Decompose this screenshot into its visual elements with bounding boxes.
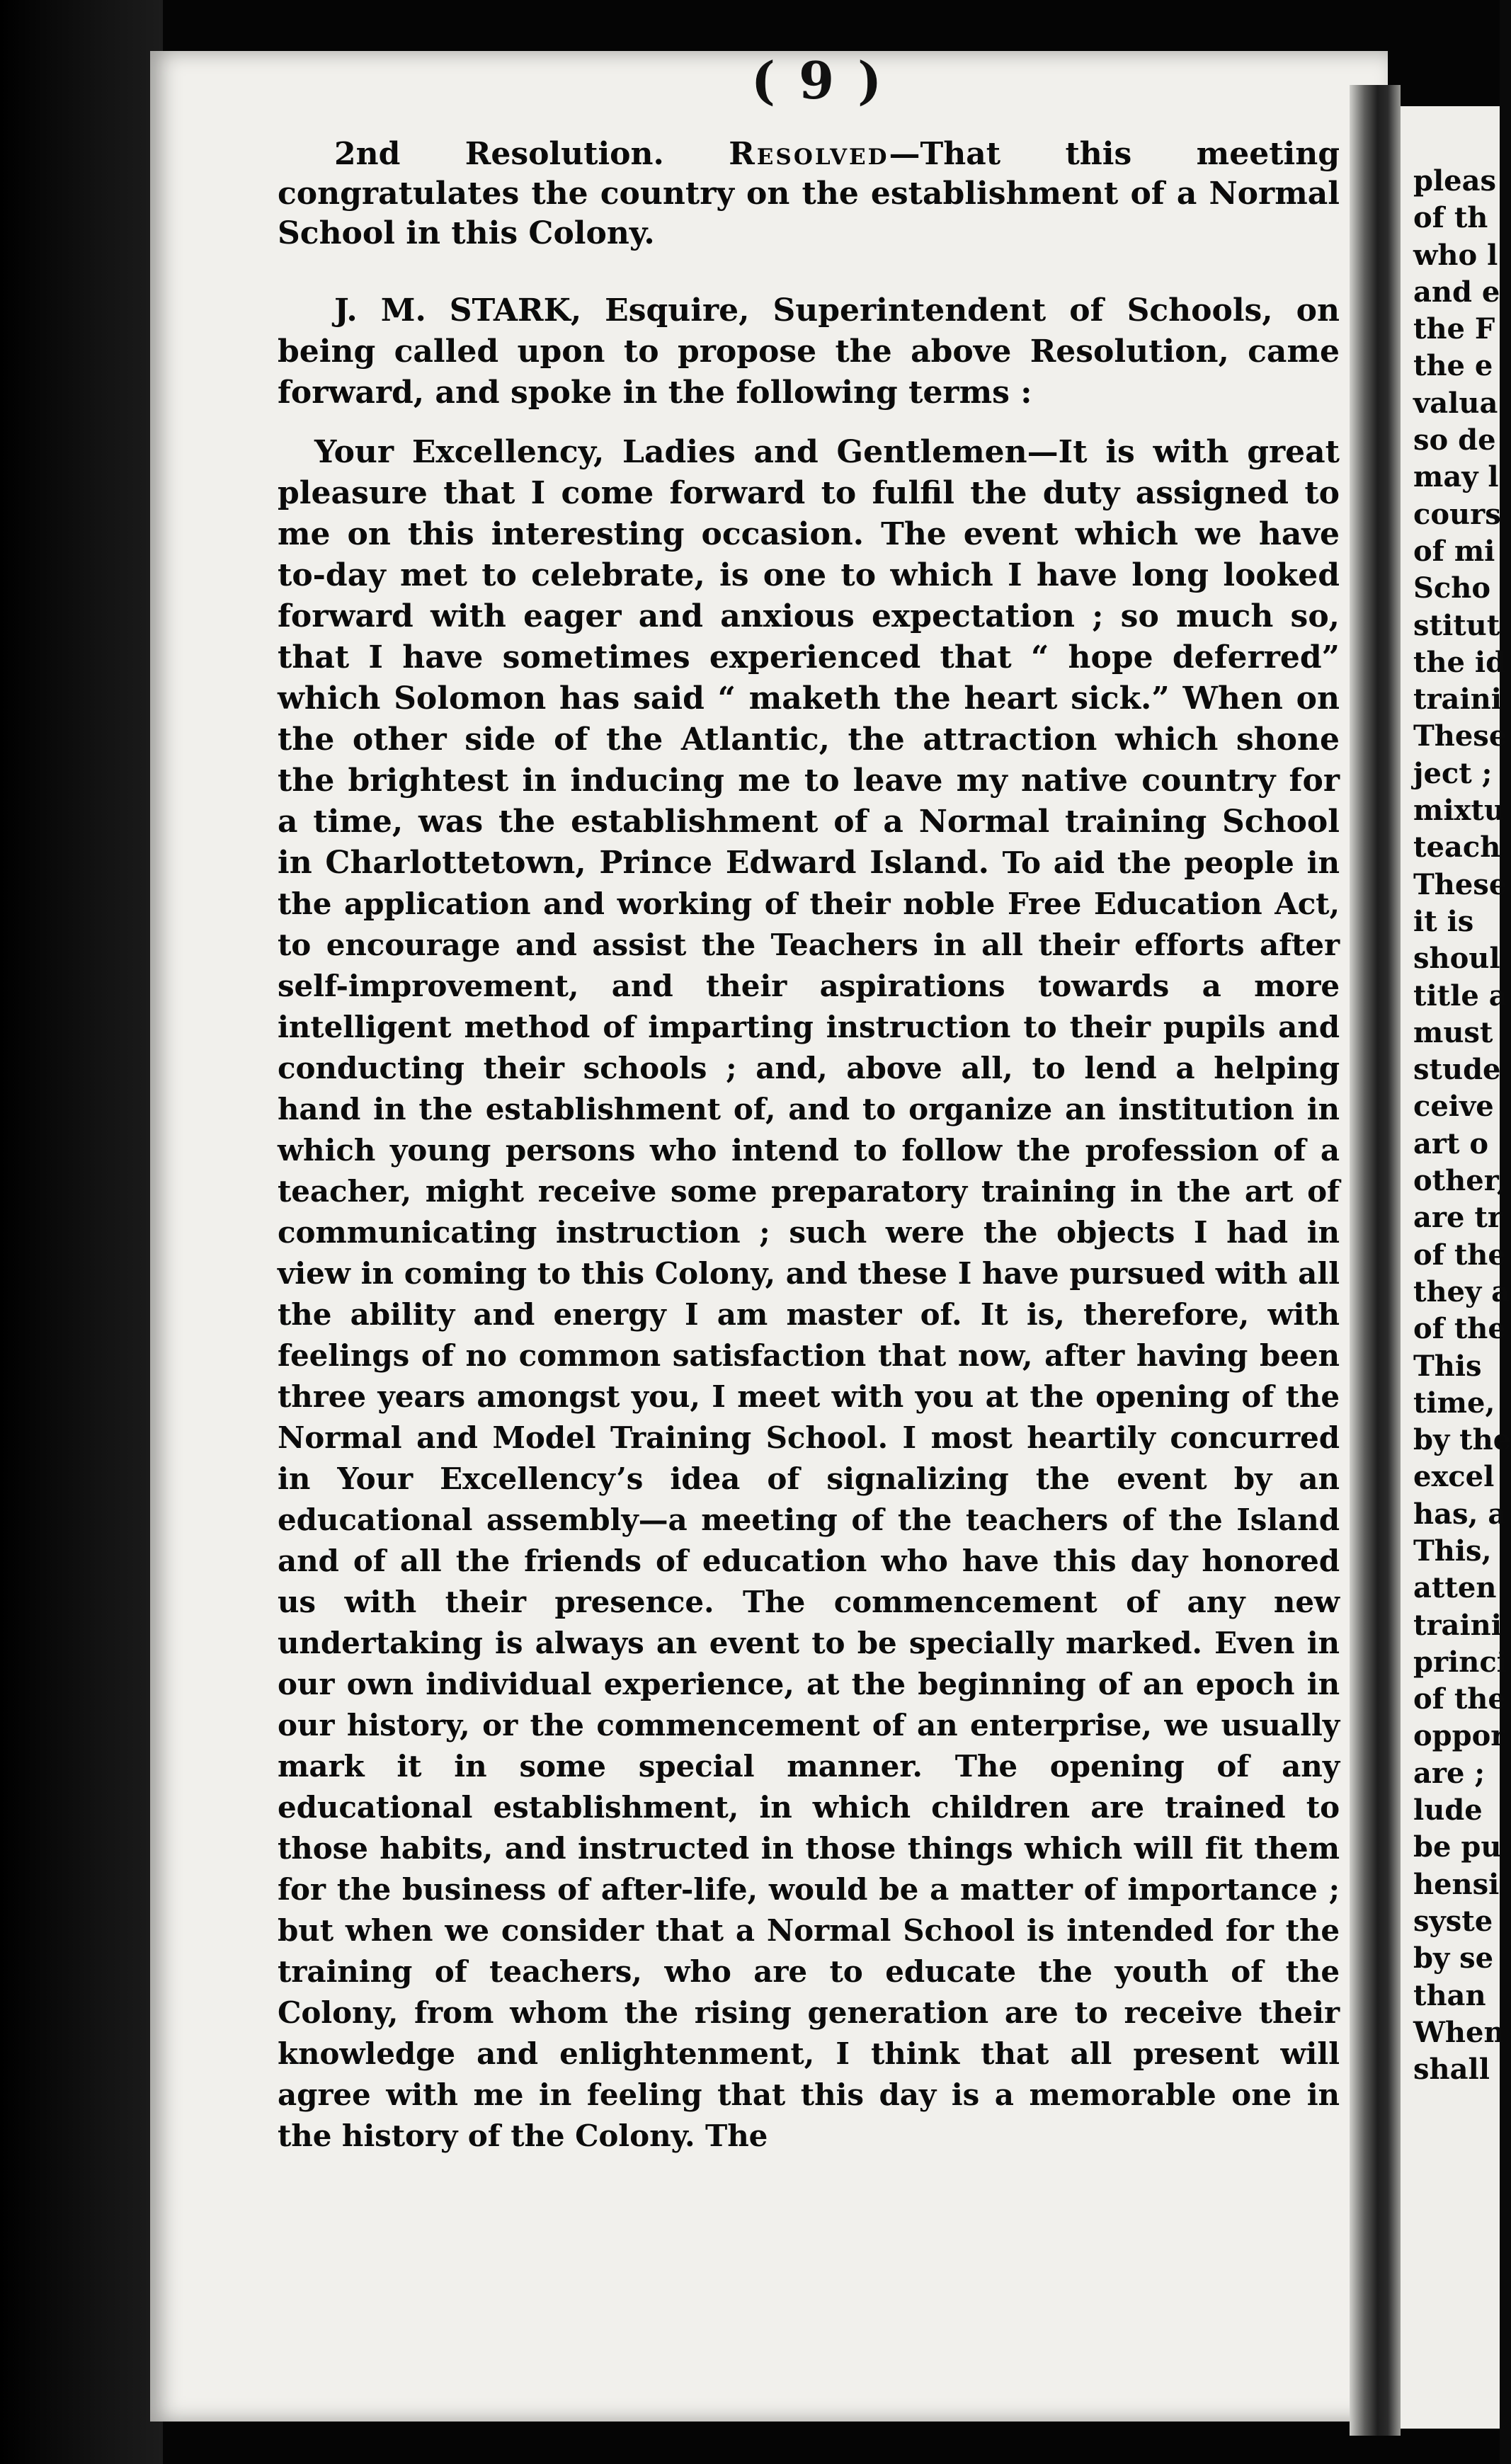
facing-page-line: oppor — [1413, 1719, 1506, 1753]
facing-page-line: lude — [1413, 1793, 1483, 1827]
facing-page-line: who l — [1413, 238, 1498, 272]
speaker-intro-paragraph — [278, 290, 1340, 413]
facing-page-line: ject ; — [1413, 756, 1493, 790]
facing-page-line: of the — [1413, 1238, 1506, 1272]
book-gutter — [1350, 85, 1401, 2436]
facing-page-line: time, — [1413, 1386, 1495, 1420]
facing-page-line: pleas — [1413, 164, 1497, 198]
facing-page-edge — [1401, 106, 1511, 2429]
facing-page-line: they a — [1413, 1274, 1510, 1308]
facing-page-line: valua — [1413, 386, 1498, 420]
facing-page-line: are tr — [1413, 1201, 1503, 1235]
facing-page-line: ceive — [1413, 1090, 1494, 1124]
facing-page-line: atten — [1413, 1571, 1497, 1605]
facing-page-line: by the — [1413, 1423, 1511, 1457]
facing-page-line: title a — [1413, 979, 1507, 1013]
facing-page-line: These — [1413, 867, 1507, 901]
facing-page-line: syste — [1413, 1904, 1493, 1938]
facing-page-line: it is — [1413, 904, 1474, 938]
facing-page-line: than — [1413, 1978, 1486, 2012]
scan-left-edge — [0, 0, 163, 2464]
speaker-intro-text: Esquire, Superintendent of Schools, on being called upon to propose the above Resolution, came forward, and spoke in the following terms : — [278, 292, 1340, 411]
facing-page-line: traini — [1413, 683, 1502, 717]
facing-page-line: This — [1413, 1349, 1482, 1383]
facing-page-line: teach — [1413, 831, 1501, 865]
facing-page-line: must — [1413, 1015, 1493, 1049]
facing-page-line: traini — [1413, 1608, 1502, 1642]
resolution-keyword: Resolved — [729, 136, 889, 172]
facing-page-line: shoul — [1413, 942, 1500, 976]
resolution-text: —That this meeting congratulates the country on the establishment of a Normal School in this Colony. — [278, 136, 1340, 251]
facing-page-line: This, — [1413, 1534, 1492, 1568]
speech-paragraph — [278, 432, 1340, 2157]
facing-page-line: the e — [1413, 349, 1493, 383]
page-number: ( 9 ) — [751, 50, 885, 110]
facing-page-line: so de — [1413, 423, 1496, 457]
facing-page-line: the id — [1413, 645, 1506, 679]
facing-page-line: stude — [1413, 1053, 1501, 1087]
resolution-label: 2nd Resolution. — [334, 136, 664, 172]
facing-page-line: art o — [1413, 1127, 1489, 1160]
facing-page-line: other, — [1413, 1164, 1507, 1198]
facing-page-line: may l — [1413, 460, 1499, 494]
facing-page-line: excel — [1413, 1460, 1495, 1494]
facing-page-line: Scho — [1413, 571, 1491, 605]
facing-page-text — [1401, 163, 1511, 2088]
facing-page-line: shall — [1413, 2053, 1490, 2087]
facing-page-line: of the — [1413, 1312, 1506, 1346]
facing-page-line: of mi — [1413, 534, 1495, 568]
speaker-name: J. M. STARK, — [334, 292, 582, 329]
facing-page-line: and e — [1413, 275, 1500, 309]
speech-continuation: To aid the people in the application and working of their noble Free Education Act, to encourage and assist the Teachers in all their efforts after self-improvement, and their aspirations towards a more intelligent method of imparting instruction to their pupils and conducting their schools ; and, above all, to lend a helping hand in the establishment of, and to organize an institution in which young persons who intend to follow the profession of a teacher, might receive some preparatory training in the art of communicating instruction ; such were the objects I had in view in coming to this Colony, and these I have pursued with all the ability and energy I am master of. It is, therefore, with feelings of no common satisfaction that now, after having been three years amongst you, I meet with you at the opening of the Normal and Model Training School. I most heartily concurred in Your Excellency’s idea of signalizing the event by an educational assembly—a meeting of the teachers of the Island and of all the friends of education who have this day honored us with their presence. The commencement of any new undertaking is always an event to be specially marked. Even in our own individual experience, at the beginning of an epoch in our history, or the commencement of an enterprise, we usually mark it in some special manner. The opening of any educational establishment, in which children are trained to those habits, and instructed in those things which will fit them for the business of after-life, would be a matter of importance ; but when we consider that a Normal School is intended for the training of teachers, who are to educate the youth of the Colony, from whom the rising generation are to receive their knowledge and enlightenment, I think that all present will agree with me in feeling that this day is a memorable one in the history of the Colony. The — [278, 845, 1340, 2153]
page-text — [278, 135, 1340, 2157]
facing-page-line: by se — [1413, 1941, 1494, 1975]
facing-page-line: When — [1413, 2015, 1505, 2049]
facing-page-line: the F — [1413, 312, 1495, 346]
speech-opening: Your Excellency, Ladies and Gentlemen—It is with great pleasure that I come forward to fulfil the duty assigned to me on this interesting occasion. The event which we have to-day met to celebrate, is one to which I have long looked forward with eager and anxious expectation ; so much so, that I have sometimes experienced that “ hope deferred” which Solomon has said “ maketh the heart sick.” When on the other side of the Atlantic, the attraction which shone the brightest in inducing me to leave my native country for a time, was the establishment of a Normal training School in Charlottetown, Prince Edward Island. — [278, 434, 1340, 881]
facing-page-line: be pu — [1413, 1830, 1502, 1864]
facing-page-line: has, a — [1413, 1497, 1507, 1531]
facing-page-line: are ; — [1413, 1756, 1486, 1790]
facing-page-line: These — [1413, 719, 1507, 753]
facing-page-line: stitut — [1413, 608, 1500, 642]
facing-page-line: princi — [1413, 1645, 1507, 1679]
facing-page-line: of th — [1413, 201, 1488, 235]
facing-page-line: mixtu — [1413, 794, 1505, 828]
facing-page-line: cours — [1413, 497, 1501, 531]
resolution-paragraph — [278, 135, 1340, 253]
facing-page-line: hensi — [1413, 1867, 1500, 1901]
facing-page-line: of the — [1413, 1682, 1506, 1716]
